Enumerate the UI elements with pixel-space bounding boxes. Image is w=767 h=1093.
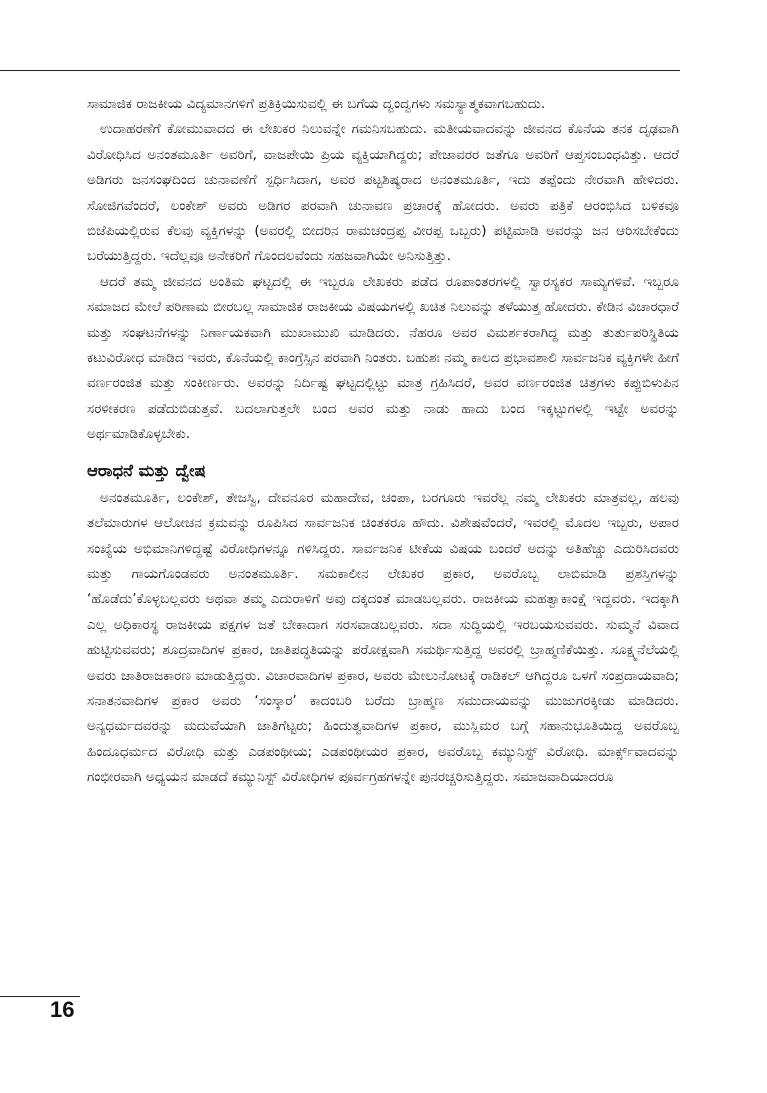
body-paragraph: ಆದರೆ ತಮ್ಮ ಜೀವನದ ಅಂತಿಮ ಘಟ್ಟದಲ್ಲಿ ಈ ಇಬ್ಬರೂ ಲೇಖಕರು ಪಡೆದ ರೂಪಾಂತರಗಳಲ್ಲಿ ಸ್ವಾರಸ್ಯಕರ ಸಾಮ್ಯಗಳಿವೆ. ಇಬ್ಬರೂ ಸಮಾಜದ ಮೇಲೆ ಪರಿಣಾಮ ಬೀರಬಲ್ಲ ಸಾಮಾಜಿಕ ರಾಜಕೀಯ ವಿಷಯಗಳಲ್ಲಿ ಖಚಿತ ನಿಲುವನ್ನು ತಳೆಯುತ್ತ ಹೋದರು. ಕೇಡಿನ ವಿಚಾರಧಾರೆ ಮತ್ತು ಸಂಘಟನೆಗಳನ್ನು ನಿರ್ಣಾಯಕವಾಗಿ ಮುಖಾಮುಖಿ ಮಾಡಿದರು. ನೆಹರೂ ಅವರ ವಿಮರ್ಶಕರಾಗಿದ್ದ ಮತ್ತು ತುರ್ತುಪರಿಸ್ಥಿತಿಯ ಕಟುವಿರೋಧ ಮಾಡಿದ ಇವರು, ಕೊನೆಯಲ್ಲಿ ಕಾಂಗ್ರೆಸ್ಸಿನ ಪರವಾಗಿ ನಿಂತರು. ಬಹುಶಃ ನಮ್ಮ ಕಾಲದ ಪ್ರಭಾವಶಾಲಿ ಸಾರ್ವಜನಿಕ ವ್ಯಕ್ತಿಗಳೇ ಹೀಗೆ ವರ್ಣರಂಜಿತ ಮತ್ತು ಸಂಕೀರ್ಣರು. ಅವರನ್ನು ನಿರ್ದಿಷ್ಟ ಘಟ್ಟದಲ್ಲಿಟ್ಟು ಮಾತ್ರ ಗ್ರಹಿಸಿದರೆ, ಅವರ ವರ್ಣರಂಜಿತ ಚಿತ್ರಗಳು ಕಪ್ಪುಬಿಳುಪಿನ ಸರಳೀಕರಣ ಪಡೆದುಬಿಡುತ್ತವೆ. ಬದಲಾಗುತ್ತಲೇ ಬಂದ ಅವರ ಮತ್ತು ನಾಡು ಹಾದು ಬಂದ ಇಕ್ಕಟ್ಟುಗಳಲ್ಲಿ ಇಟ್ಟೇ ಅವರನ್ನು ಅರ್ಥಮಾಡಿಕೊಳ್ಳಬೇಕು. — [87, 273, 679, 443]
body-paragraph: ಸಾಮಾಜಿಕ ರಾಜಕೀಯ ವಿದ್ಯಮಾನಗಳಿಗೆ ಪ್ರತಿಕ್ರಿಯಿಸುವಲ್ಲಿ ಈ ಬಗೆಯ ದ್ವಂದ್ವಗಳು ಸಮಸ್ಯಾತ್ಮಕವಾಗಬಹುದು. — [87, 96, 546, 112]
header-rule — [0, 70, 680, 71]
page-body — [87, 92, 679, 791]
page-number: 16 — [50, 997, 75, 1022]
body-paragraph: ಉದಾಹರಣೆಗೆ ಕೋಮುವಾದದ ಈ ಲೇಖಕರ ನಿಲುವನ್ನೇ ಗಮನಿಸಬಹುದು. ಮತೀಯವಾದವನ್ನು ಜೀವನದ ಕೊನೆಯ ತನಕ ದೃಢವಾಗಿ ವಿರೋಧಿಸಿದ ಅನಂತಮೂರ್ತಿ ಅವರಿಗೆ, ವಾಜಪೇಯಿ ಪ್ರಿಯ ವ್ಯಕ್ತಿಯಾಗಿದ್ದರು; ಪೇಜಾವರರ ಜತೆಗೂ ಅವರಿಗೆ ಆಪ್ತಸಂಬಂಧವಿತ್ತು. ಆದರೆ ಅಡಿಗರು ಜನಸಂಘದಿಂದ ಚುನಾವಣೆಗೆ ಸ್ಪರ್ಧಿಸಿದಾಗ, ಅವರ ಪಟ್ಟಶಿಷ್ಯರಾದ ಅನಂತಮೂರ್ತಿ, ಇದು ತಪ್ಪೆಂದು ನೇರವಾಗಿ ಹೇಳಿದರು. ಸೋಜಿಗವೆಂದರೆ, ಲಂಕೇಶ್ ಅವರು ಅಡಿಗರ ಪರವಾಗಿ ಚುನಾವಣ ಪ್ರಚಾರಕ್ಕೆ ಹೋದರು. ಅವರು ಪತ್ರಿಕೆ ಆರಂಭಿಸಿದ ಬಳಿಕವೂ ಬಿಜೆಪಿಯಲ್ಲಿರುವ ಕೆಲವು ವ್ಯಕ್ತಿಗಳನ್ನು (ಅವರಲ್ಲಿ ಬೀದರಿನ ರಾಮಚಂದ್ರಪ್ಪ ವೀರಪ್ಪ ಒಬ್ಬರು) ಪಟ್ಟಿಮಾಡಿ ಅವರನ್ನು ಜನ ಆರಿಸಬೇಕೆಂದು ಬರೆಯುತ್ತಿದ್ದರು. ಇದೆಲ್ಲವೂ ಅನೇಕರಿಗೆ ಗೊಂದಲವೆಂದು ಸಹಜವಾಗಿಯೇ ಅನಿಸುತ್ತಿತ್ತು. — [87, 121, 679, 265]
body-paragraph: ಅನಂತಮೂರ್ತಿ, ಲಂಕೇಶ್, ತೇಜಸ್ವಿ, ದೇವನೂರ ಮಹಾದೇವ, ಚಂಪಾ, ಬರಗೂರು ಇವರೆಲ್ಲ ನಮ್ಮ ಲೇಖಕರು ಮಾತ್ರವಲ್ಲ, ಹಲವು ತಲೆಮಾರುಗಳ ಆಲೋಚನ ಕ್ರಮವನ್ನು ರೂಪಿಸಿದ ಸಾರ್ವಜನಿಕ ಚಿಂತಕರೂ ಹೌದು. ವಿಶೇಷವೆಂದರೆ, ಇವರಲ್ಲಿ ಮೊದಲ ಇಬ್ಬರು, ಅಪಾರ ಸಂಖ್ಯೆಯ ಅಭಿಮಾನಿಗಳಿದ್ದಷ್ಟೆ ವಿರೋಧಿಗಳನ್ನೂ ಗಳಿಸಿದ್ದರು. ಸಾರ್ವಜನಿಕ ಟೀಕೆಯ ವಿಷಯ ಬಂದರೆ ಅದನ್ನು ಅತಿಹೆಚ್ಚು ಎದುರಿಸಿದವರು ಮತ್ತು ಗಾಯಗೊಂಡವರು ಅನಂತಮೂರ್ತಿ. ಸಮಕಾಲೀನ ಲೇಖಕರ ಪ್ರಕಾರ, ಅವರೊಬ್ಬ ಲಾಬಿಮಾಡಿ ಪ್ರಶಸ್ತಿಗಳನ್ನು ‘ಹೊಡೆದು’ಕೊಳ್ಳಬಲ್ಲವರು ಅಥವಾ ತಮ್ಮ ಎದುರಾಳಿಗೆ ಅವು ದಕ್ಕದಂತೆ ಮಾಡಬಲ್ಲವರು. ರಾಜಕೀಯ ಮಹತ್ವಾಕಾಂಕ್ಷೆ ಇದ್ದವರು. ಇದಕ್ಕಾಗಿ ಎಲ್ಲ ಅಧಿಕಾರಸ್ಥ ರಾಜಕೀಯ ಪಕ್ಷಗಳ ಜತೆ ಬೇಕಾದಾಗ ಸರಸವಾಡಬಲ್ಲವರು. ಸದಾ ಸುದ್ದಿಯಲ್ಲಿ ಇರಬಯಸುವವರು. ಸುಮ್ಮನೆ ವಿವಾದ ಹುಟ್ಟಿಸುವವರು; ಶೂದ್ರವಾದಿಗಳ ಪ್ರಕಾರ, ಜಾತಿಪದ್ಧತಿಯನ್ನು ಪರೋಕ್ಷವಾಗಿ ಸಮರ್ಥಿಸುತ್ತಿದ್ದ ಅವರಲ್ಲಿ ಬ್ರಾಹ್ಮಣಿಕೆಯಿತ್ತು. ಸೂಕ್ಷ್ಮನೆಲೆಯಲ್ಲಿ ಅವರು ಜಾತಿರಾಜಕಾರಣ ಮಾಡುತ್ತಿದ್ದರು. ವಿಚಾರವಾದಿಗಳ ಪ್ರಕಾರ, ಅವರು ಮೇಲುನೋಟಕ್ಕೆ ರಾಡಿಕಲ್ ಆಗಿದ್ದರೂ ಒಳಗೆ ಸಂಪ್ರದಾಯವಾದಿ; ಸನಾತನವಾದಿಗಳ ಪ್ರಕಾರ ಅವರು ‘ಸಂಸ್ಕಾರ’ ಕಾದಂಬರಿ ಬರೆದು ಬ್ರಾಹ್ಮಣ ಸಮುದಾಯವನ್ನು ಮುಜುಗರಕ್ಕೀಡು ಮಾಡಿದರು. ಅನ್ಯಧರ್ಮದವರನ್ನು ಮದುವೆಯಾಗಿ ಜಾತಿಗೆಟ್ಟರು; ಹಿಂದುತ್ವವಾದಿಗಳ ಪ್ರಕಾರ, ಮುಸ್ಲಿಮರ ಬಗ್ಗೆ ಸಹಾನುಭೂತಿಯಿದ್ದ ಅವರೊಬ್ಬ ಹಿಂದೂಧರ್ಮದ ವಿರೋಧಿ ಮತ್ತು ಎಡಪಂಥೀಯ; ಎಡಪಂಥೀಯರ ಪ್ರಕಾರ, ಅವರೊಬ್ಬ ಕಮ್ಯುನಿಸ್ಟ್ ವಿರೋಧಿ. ಮಾರ್ಕ್ಸ್‌ವಾದವನ್ನು ಗಂಭೀರವಾಗಿ ಅಧ್ಯಯನ ಮಾಡದೆ ಕಮ್ಯುನಿಸ್ಟ್ ವಿರೋಧಿಗಳ ಪೂರ್ವಗ್ರಹಗಳನ್ನೇ ಪುನರಚ್ಚರಿಸುತ್ತಿದ್ದರು. ಸಮಾಜವಾದಿಯಾದರೂ — [87, 489, 679, 786]
section-heading: ಆರಾಧನೆ ಮತ್ತು ದ್ವೇಷ — [87, 460, 206, 480]
